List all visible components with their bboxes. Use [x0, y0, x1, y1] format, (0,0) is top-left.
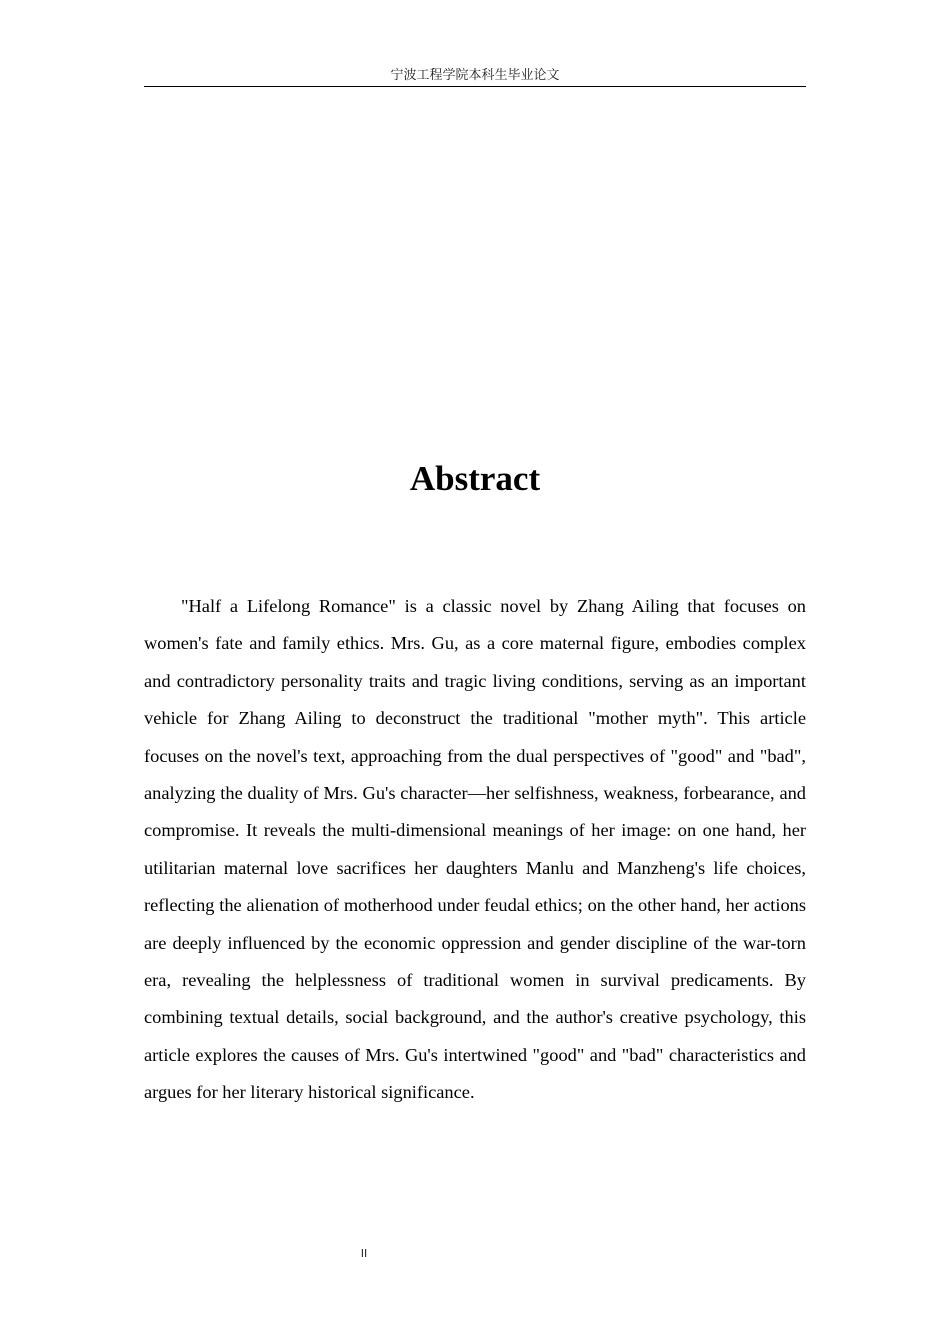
page-title: Abstract [409, 459, 541, 498]
page-number: II [360, 1247, 368, 1260]
abstract-paragraph: "Half a Lifelong Romance" is a classic novel by Zhang Ailing that focuses on women's fate and family ethics. Mrs. Gu, as a core maternal figure, embodies complex and contradictory personality traits and tragic living conditions, serving as an important vehicle for Zhang Ailing to deconstruct the traditional "mother myth". This article focuses on the novel's text, approaching from the dual perspectives of "good" and "bad", analyzing the duality of Mrs. Gu's character—her selfishness, weakness, forbearance, and compromise. It reveals the multi-dimensional meanings of her image: on one hand, her utilitarian maternal love sacrifices her daughters Manlu and Manzheng's life choices, reflecting the alienation of motherhood under feudal ethics; on the other hand, her actions are deeply influenced by the economic oppression and gender discipline of the war-torn era, revealing the helplessness of traditional women in survival predicaments. By combining textual details, social background, and the author's creative psychology, this article explores the causes of Mrs. Gu's intertwined "good" and "bad" characteristics and argues for her literary historical significance. [144, 596, 806, 1103]
page-header: 宁波工程学院本科生毕业论文 [144, 66, 806, 87]
